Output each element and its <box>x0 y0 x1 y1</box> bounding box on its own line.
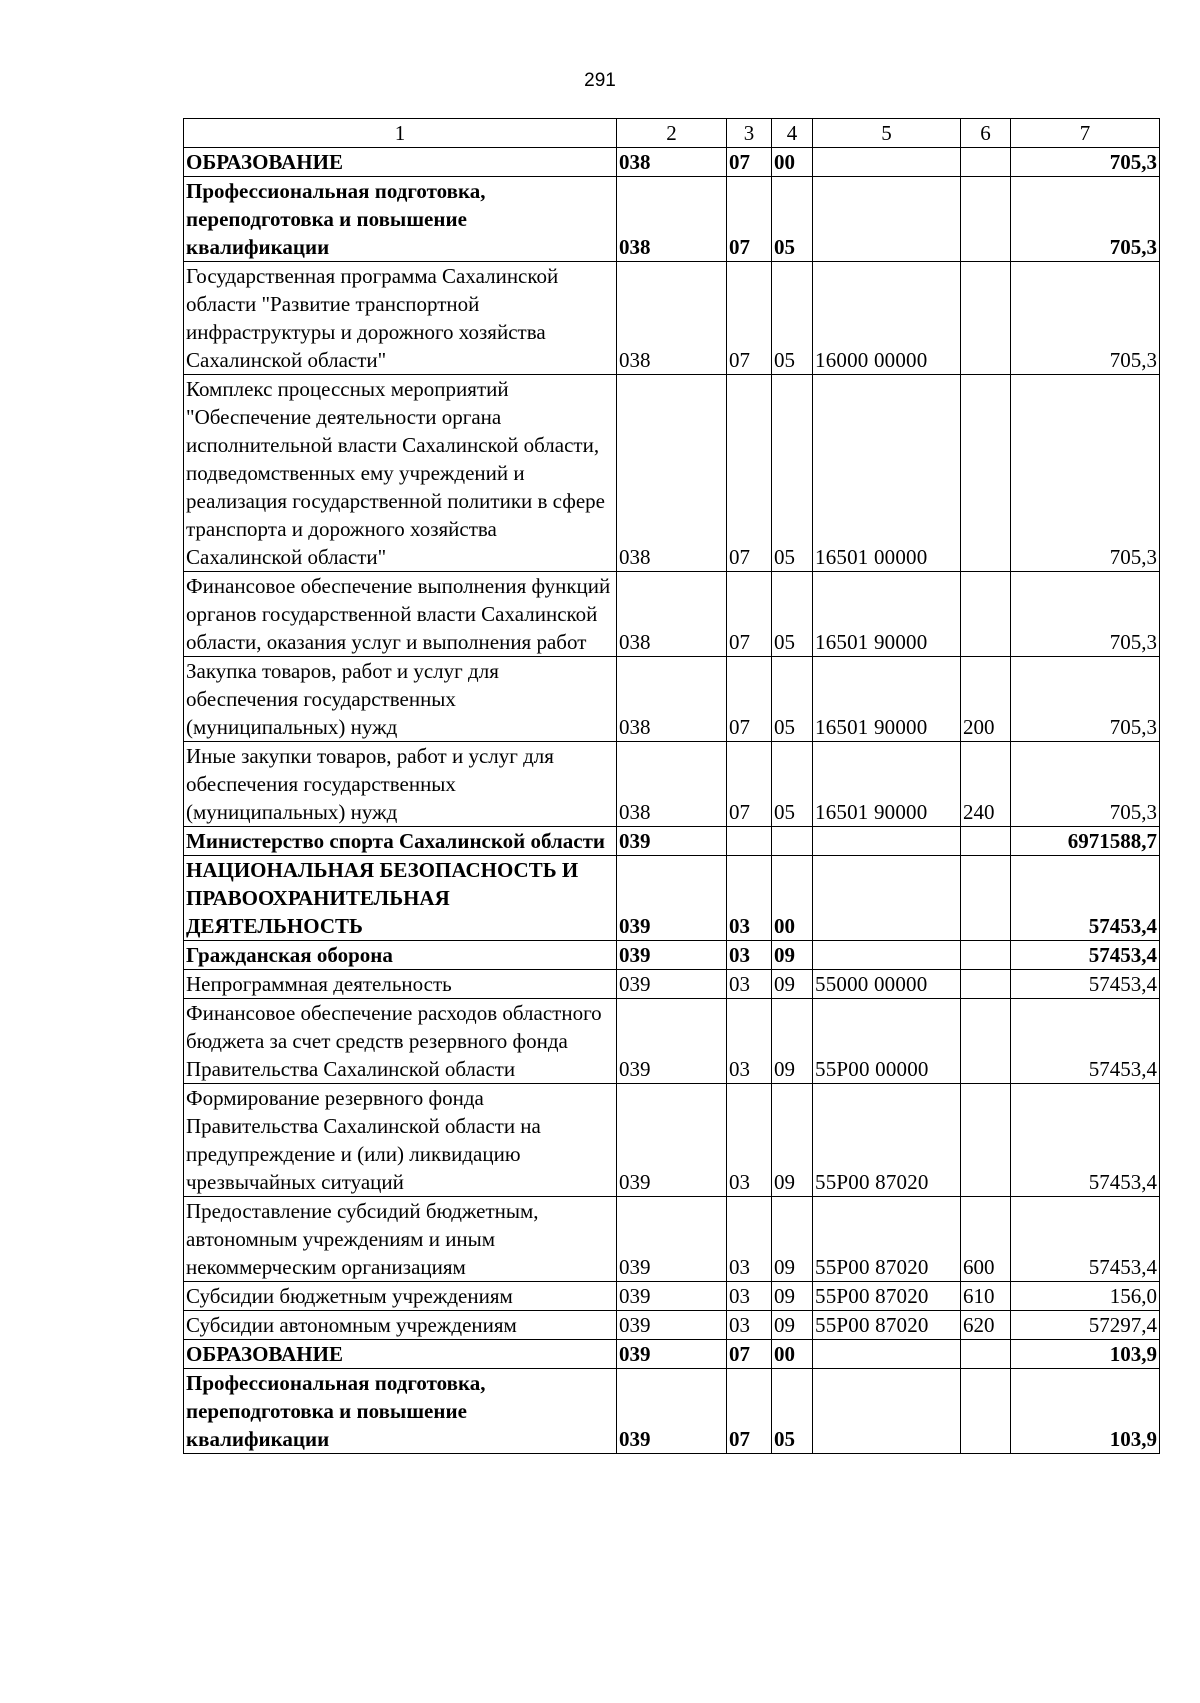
row-target-code-cell: 55Р00 87020 <box>813 1084 961 1197</box>
row-amount-cell: 103,9 <box>1011 1340 1160 1369</box>
row-expense-type-cell <box>961 941 1011 970</box>
row-amount-cell: 705,3 <box>1011 742 1160 827</box>
row-section-cell: 07 <box>727 177 772 262</box>
row-section-cell: 07 <box>727 572 772 657</box>
row-subsection-cell: 00 <box>772 856 813 941</box>
row-admin-code-cell: 039 <box>617 1369 727 1454</box>
row-section-cell: 03 <box>727 999 772 1084</box>
row-amount-cell: 57453,4 <box>1011 941 1160 970</box>
row-admin-code-cell: 039 <box>617 856 727 941</box>
table-row <box>184 572 1160 657</box>
row-expense-type-cell <box>961 375 1011 572</box>
row-amount-cell: 705,3 <box>1011 572 1160 657</box>
row-admin-code-cell: 039 <box>617 1197 727 1282</box>
row-subsection-cell: 05 <box>772 262 813 375</box>
row-admin-code-cell: 038 <box>617 148 727 177</box>
row-subsection-cell <box>772 827 813 856</box>
row-name-cell: Финансовое обеспечение выполнения функций органов государственной власти Сахалинской области, оказания услуг и выполнения работ <box>184 572 617 657</box>
row-subsection-cell: 05 <box>772 177 813 262</box>
row-name-cell: Формирование резервного фонда Правительства Сахалинской области на предупреждение и (или) ликвидацию чрезвычайных ситуаций <box>184 1084 617 1197</box>
row-amount-cell: 57453,4 <box>1011 1084 1160 1197</box>
row-expense-type-cell: 610 <box>961 1282 1011 1311</box>
row-section-cell: 07 <box>727 148 772 177</box>
row-amount-cell: 705,3 <box>1011 375 1160 572</box>
row-target-code-cell: 55Р00 00000 <box>813 999 961 1084</box>
row-expense-type-cell <box>961 970 1011 999</box>
row-expense-type-cell <box>961 1084 1011 1197</box>
row-admin-code-cell: 039 <box>617 1084 727 1197</box>
row-expense-type-cell <box>961 856 1011 941</box>
row-section-cell: 07 <box>727 262 772 375</box>
table-row <box>184 177 1160 262</box>
row-subsection-cell: 09 <box>772 941 813 970</box>
table-row <box>184 375 1160 572</box>
row-admin-code-cell: 039 <box>617 1340 727 1369</box>
row-amount-cell: 156,0 <box>1011 1282 1160 1311</box>
row-section-cell: 03 <box>727 1311 772 1340</box>
header-col-1: 1 <box>184 119 617 148</box>
row-name-cell: Комплекс процессных мероприятий "Обеспечение деятельности органа исполнительной власти Сахалинской области, подведомственных ему учреждений и реализация государственной политики в сфере транспорта и дорожного хозяйства Сахалинской области" <box>184 375 617 572</box>
row-name-cell: Непрограммная деятельность <box>184 970 617 999</box>
row-expense-type-cell: 240 <box>961 742 1011 827</box>
row-name-cell: Иные закупки товаров, работ и услуг для обеспечения государственных (муниципальных) нужд <box>184 742 617 827</box>
row-section-cell: 07 <box>727 375 772 572</box>
row-target-code-cell <box>813 1369 961 1454</box>
row-subsection-cell: 05 <box>772 375 813 572</box>
row-expense-type-cell: 200 <box>961 657 1011 742</box>
table-row <box>184 1340 1160 1369</box>
row-target-code-cell: 16501 90000 <box>813 657 961 742</box>
row-amount-cell: 57453,4 <box>1011 999 1160 1084</box>
row-subsection-cell: 09 <box>772 1311 813 1340</box>
row-amount-cell: 57453,4 <box>1011 1197 1160 1282</box>
row-admin-code-cell: 039 <box>617 1282 727 1311</box>
row-name-cell: Закупка товаров, работ и услуг для обеспечения государственных (муниципальных) нужд <box>184 657 617 742</box>
row-subsection-cell: 00 <box>772 148 813 177</box>
table-row <box>184 1369 1160 1454</box>
row-admin-code-cell: 039 <box>617 941 727 970</box>
row-target-code-cell <box>813 856 961 941</box>
table-row <box>184 1084 1160 1197</box>
row-name-cell: Гражданская оборона <box>184 941 617 970</box>
row-name-cell: ОБРАЗОВАНИЕ <box>184 148 617 177</box>
row-target-code-cell: 55Р00 87020 <box>813 1282 961 1311</box>
row-subsection-cell: 09 <box>772 1084 813 1197</box>
row-subsection-cell: 00 <box>772 1340 813 1369</box>
table-row <box>184 148 1160 177</box>
row-name-cell: ОБРАЗОВАНИЕ <box>184 1340 617 1369</box>
row-admin-code-cell: 039 <box>617 827 727 856</box>
row-admin-code-cell: 038 <box>617 742 727 827</box>
row-amount-cell: 705,3 <box>1011 177 1160 262</box>
row-target-code-cell <box>813 827 961 856</box>
row-target-code-cell <box>813 941 961 970</box>
row-amount-cell: 705,3 <box>1011 657 1160 742</box>
row-target-code-cell: 55000 00000 <box>813 970 961 999</box>
header-col-3: 3 <box>727 119 772 148</box>
row-subsection-cell: 05 <box>772 572 813 657</box>
row-target-code-cell <box>813 177 961 262</box>
row-subsection-cell: 09 <box>772 999 813 1084</box>
row-target-code-cell <box>813 148 961 177</box>
row-subsection-cell: 09 <box>772 970 813 999</box>
row-subsection-cell: 05 <box>772 657 813 742</box>
row-section-cell: 07 <box>727 1369 772 1454</box>
table-row <box>184 1197 1160 1282</box>
row-subsection-cell: 09 <box>772 1197 813 1282</box>
header-col-5: 5 <box>813 119 961 148</box>
header-col-6: 6 <box>961 119 1011 148</box>
row-target-code-cell: 16501 00000 <box>813 375 961 572</box>
row-name-cell: Профессиональная подготовка, переподготовка и повышение квалификации <box>184 1369 617 1454</box>
row-admin-code-cell: 038 <box>617 262 727 375</box>
table-row <box>184 1311 1160 1340</box>
row-expense-type-cell <box>961 177 1011 262</box>
row-target-code-cell: 16000 00000 <box>813 262 961 375</box>
row-name-cell: Государственная программа Сахалинской области "Развитие транспортной инфраструктуры и дорожного хозяйства Сахалинской области" <box>184 262 617 375</box>
row-target-code-cell: 55Р00 87020 <box>813 1197 961 1282</box>
row-section-cell: 03 <box>727 1197 772 1282</box>
row-subsection-cell: 09 <box>772 1282 813 1311</box>
table-row <box>184 856 1160 941</box>
row-expense-type-cell <box>961 999 1011 1084</box>
table-header-row <box>184 119 1160 148</box>
row-subsection-cell: 05 <box>772 742 813 827</box>
row-subsection-cell: 05 <box>772 1369 813 1454</box>
row-admin-code-cell: 039 <box>617 970 727 999</box>
header-col-7: 7 <box>1011 119 1160 148</box>
header-col-2: 2 <box>617 119 727 148</box>
table-row <box>184 742 1160 827</box>
row-amount-cell: 57297,4 <box>1011 1311 1160 1340</box>
table-row <box>184 262 1160 375</box>
table-row <box>184 827 1160 856</box>
row-section-cell: 03 <box>727 1282 772 1311</box>
row-section-cell: 03 <box>727 1084 772 1197</box>
page-number: 291 <box>584 70 616 91</box>
row-admin-code-cell: 039 <box>617 1311 727 1340</box>
row-target-code-cell: 55Р00 87020 <box>813 1311 961 1340</box>
row-expense-type-cell <box>961 572 1011 657</box>
row-section-cell: 07 <box>727 657 772 742</box>
row-expense-type-cell <box>961 827 1011 856</box>
row-target-code-cell: 16501 90000 <box>813 742 961 827</box>
row-expense-type-cell: 620 <box>961 1311 1011 1340</box>
row-name-cell: Профессиональная подготовка, переподготовка и повышение квалификации <box>184 177 617 262</box>
table-row <box>184 999 1160 1084</box>
row-section-cell: 03 <box>727 941 772 970</box>
row-expense-type-cell: 600 <box>961 1197 1011 1282</box>
row-admin-code-cell: 038 <box>617 657 727 742</box>
budget-table <box>183 118 1160 1454</box>
row-amount-cell: 705,3 <box>1011 148 1160 177</box>
row-admin-code-cell: 039 <box>617 999 727 1084</box>
row-amount-cell: 6971588,7 <box>1011 827 1160 856</box>
row-expense-type-cell <box>961 1369 1011 1454</box>
table-row <box>184 1282 1160 1311</box>
row-expense-type-cell <box>961 148 1011 177</box>
row-amount-cell: 705,3 <box>1011 262 1160 375</box>
row-name-cell: Предоставление субсидий бюджетным, автономным учреждениям и иным некоммерческим организациям <box>184 1197 617 1282</box>
row-section-cell: 07 <box>727 742 772 827</box>
row-name-cell: Субсидии бюджетным учреждениям <box>184 1282 617 1311</box>
table-row <box>184 970 1160 999</box>
table-row <box>184 941 1160 970</box>
row-section-cell: 07 <box>727 1340 772 1369</box>
row-expense-type-cell <box>961 1340 1011 1369</box>
table-row <box>184 657 1160 742</box>
row-expense-type-cell <box>961 262 1011 375</box>
row-name-cell: Субсидии автономным учреждениям <box>184 1311 617 1340</box>
row-admin-code-cell: 038 <box>617 375 727 572</box>
row-name-cell: НАЦИОНАЛЬНАЯ БЕЗОПАСНОСТЬ И ПРАВООХРАНИТЕЛЬНАЯ ДЕЯТЕЛЬНОСТЬ <box>184 856 617 941</box>
table-body <box>184 148 1160 1454</box>
row-amount-cell: 103,9 <box>1011 1369 1160 1454</box>
row-amount-cell: 57453,4 <box>1011 856 1160 941</box>
row-admin-code-cell: 038 <box>617 572 727 657</box>
row-admin-code-cell: 038 <box>617 177 727 262</box>
row-section-cell <box>727 827 772 856</box>
row-name-cell: Министерство спорта Сахалинской области <box>184 827 617 856</box>
row-name-cell: Финансовое обеспечение расходов областного бюджета за счет средств резервного фонда Правительства Сахалинской области <box>184 999 617 1084</box>
row-section-cell: 03 <box>727 856 772 941</box>
row-target-code-cell <box>813 1340 961 1369</box>
header-col-4: 4 <box>772 119 813 148</box>
row-amount-cell: 57453,4 <box>1011 970 1160 999</box>
row-section-cell: 03 <box>727 970 772 999</box>
row-target-code-cell: 16501 90000 <box>813 572 961 657</box>
